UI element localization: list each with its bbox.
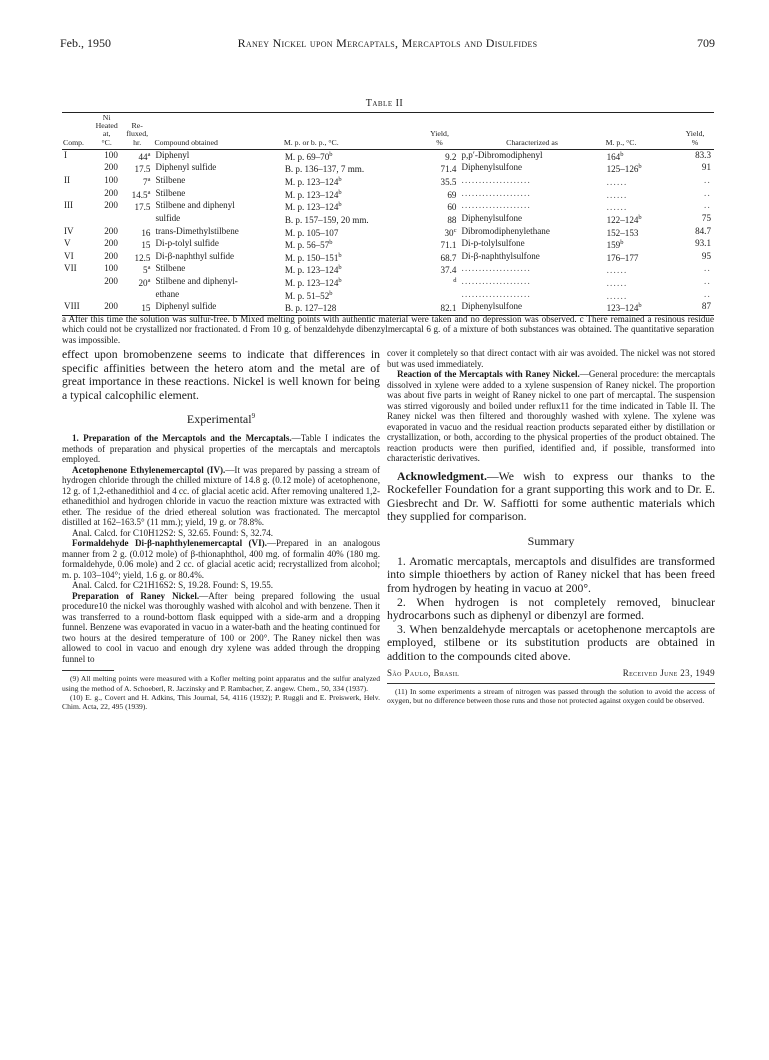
signature-line bbox=[387, 668, 715, 678]
table-row bbox=[62, 149, 714, 162]
cell-comp bbox=[62, 188, 92, 201]
cell-comp bbox=[62, 289, 92, 302]
cell-yield2: .. bbox=[704, 200, 711, 211]
cell-mp: B. p. 157–159, 20 mm. bbox=[284, 214, 369, 225]
cell-comp: III bbox=[64, 200, 74, 211]
cell-mp2: 123–124$^b$ bbox=[605, 301, 677, 315]
col-comp: Comp. bbox=[62, 113, 92, 150]
cell-temp: 200 bbox=[104, 187, 118, 198]
col-characterized: Characterized as bbox=[459, 113, 604, 150]
cell-yield: 88 bbox=[447, 214, 457, 225]
cell-characterized: .................... bbox=[461, 276, 531, 287]
cell-yield: 69 bbox=[447, 189, 457, 200]
cell-mp2: ...... bbox=[606, 177, 628, 188]
acknowledgment-paragraph: Acknowledgment.—We wish to express our thanks to the Rockefeller Foundation for a grant supporting this work and to Dr. E. Giesbrecht and Dr. W. Saffiotti for some authentic materials which they supplied for comparison. bbox=[387, 469, 715, 524]
cell-refluxed: 17.5 bbox=[134, 164, 151, 175]
cell-comp bbox=[62, 213, 92, 226]
cell-temp: 100 bbox=[104, 263, 118, 274]
cell-characterized: .................... bbox=[461, 288, 531, 299]
cell-yield: 9.2 bbox=[445, 151, 457, 162]
summary-heading: Summary bbox=[527, 533, 575, 548]
cell-compound: trans-Dimethylstilbene bbox=[155, 225, 239, 236]
cell-comp: VI bbox=[64, 250, 74, 261]
cell-yield2: .. bbox=[704, 175, 711, 186]
col-refluxed: Re- fluxed, hr. bbox=[121, 113, 154, 150]
cell-refluxed: 5$^a$ bbox=[143, 264, 151, 276]
cell-mp2: 159$^b$ bbox=[606, 239, 624, 251]
cell-comp: VII bbox=[64, 263, 77, 274]
table-row bbox=[62, 200, 714, 213]
cell-yield: 82.1 bbox=[420, 301, 460, 315]
cell-yield2: 83.3 bbox=[695, 149, 711, 160]
cell-characterized: Di-β-naphthylsulfone bbox=[461, 250, 540, 261]
cell-compound: Stilbene and diphenyl bbox=[155, 200, 235, 211]
cell-refluxed: 7$^a$ bbox=[143, 176, 151, 188]
cell-refluxed: 14.5$^a$ bbox=[131, 188, 151, 200]
col-mp2: M. p., °C. bbox=[605, 113, 677, 150]
table-footnotes bbox=[62, 314, 714, 345]
cell-refluxed bbox=[121, 289, 154, 302]
cell-yield: 30$^c$ bbox=[444, 226, 457, 238]
table-body bbox=[62, 149, 714, 315]
cell-refluxed: 16 bbox=[141, 227, 151, 238]
table-row bbox=[62, 251, 714, 264]
cell-temp: 200 bbox=[104, 276, 118, 287]
cell-mp: M. p. 105–107 bbox=[284, 227, 339, 238]
cell-mp: M. p. 123–124$^b$ bbox=[284, 277, 342, 289]
header-title: Raney Nickel upon Mercaptals, Mercaptols and Disulfides bbox=[237, 36, 538, 50]
cell-yield2: .. bbox=[704, 276, 711, 287]
right-paragraph-2: Reaction of the Mercaptals with Raney Nickel.—General procedure: the mercaptals dissolved in xylene were added to a xylene suspension of Raney nickel. The proportion was about five parts in weight of Raney nickel to one part of mercaptal. The suspension was stirred vigorously and boiled under reflux11 for the time indicated in Table II. The Raney nickel was then filtered and thoroughly washed with xylene. The xylene was evaporated in vacuo and the residual reaction products separated either by distillation or crystallization, or both, according to the physical properties of the product obtained. The reaction products were then purified, identified and, if possible, transformed into characteristic derivatives. bbox=[387, 369, 715, 463]
cell-comp bbox=[62, 162, 92, 175]
right-column bbox=[387, 348, 715, 705]
cell-yield2: 87 bbox=[676, 301, 714, 315]
cell-refluxed: 17.5 bbox=[134, 202, 151, 213]
cell-mp2: ...... bbox=[606, 265, 628, 276]
table-row bbox=[62, 188, 714, 201]
table-row bbox=[62, 263, 714, 276]
cell-yield2: 84.7 bbox=[695, 225, 711, 236]
cell-characterized: Dibromodiphenylethane bbox=[461, 225, 550, 236]
cell-characterized: .................... bbox=[461, 200, 531, 211]
cell-compound: Diphenyl sulfide bbox=[155, 162, 217, 173]
cell-comp bbox=[62, 276, 92, 289]
cell-yield2: 95 bbox=[701, 250, 711, 261]
left-column bbox=[62, 348, 380, 712]
cell-temp: 200 bbox=[92, 301, 120, 315]
col-compound: Compound obtained bbox=[153, 113, 282, 150]
cell-yield2: 93.1 bbox=[695, 238, 711, 249]
table-row bbox=[62, 175, 714, 188]
cell-yield2: .. bbox=[704, 187, 711, 198]
cell-characterized: Diphenylsulfone bbox=[461, 212, 523, 223]
cell-yield: 60 bbox=[447, 202, 457, 213]
exp-paragraph-1: 1. Preparation of the Mercaptols and the Mercaptals.—Table I indicates the methods of preparation and physical properties of the mercaptals and mercaptols employed. bbox=[62, 433, 380, 465]
cell-temp: 200 bbox=[104, 238, 118, 249]
cell-mp2: 176–177 bbox=[606, 252, 639, 263]
cell-comp: V bbox=[64, 238, 71, 249]
table-header-row bbox=[62, 113, 714, 150]
table-row bbox=[62, 213, 714, 226]
cell-compound: Stilbene bbox=[155, 187, 186, 198]
cell-mp: M. p. 69–70$^b$ bbox=[284, 150, 333, 162]
cell-mp2: ...... bbox=[606, 202, 628, 213]
received-date: Received June 23, 1949 bbox=[622, 667, 715, 678]
anal-line-1: Anal. Calcd. for C10H12S2: S, 32.65. Found: S, 32.74. bbox=[72, 527, 274, 538]
cell-temp: 100 bbox=[104, 175, 118, 186]
exp-paragraph-4: Preparation of Raney Nickel.—After being prepared following the usual procedure10 the nickel was thoroughly washed with alcohol and with benzene. Then it was transferred to a round-bottom flask equipped with a side-arm and a dropping funnel. Benzene was evaporated in vacuo in a water-bath and the heating continued for two hours at the desired temperature of 100 or 200°. The Raney nickel then was allowed to cool in vacuo and enough dry xylene was added through the dropping funnel to bbox=[62, 590, 381, 664]
anal-line-2: Anal. Calcd. for C21H16S2: S, 19.28. Found: S, 19.55. bbox=[72, 580, 274, 591]
cell-yield: 37.4 bbox=[440, 265, 457, 276]
summary-point-1: 1. Aromatic mercaptals, mercaptols and disulfides are transformed into simple thioethers by action of Raney nickel that has been freed from hydrogen by heating in vacuo at 200°. bbox=[387, 554, 715, 596]
footnote-9: (9) All melting points were measured with a Kofler melting point apparatus and the sulfur analyzed using the method of A. Schoeberl, R. Jaczinsky and P. Rambacher, Z. angew. Chem., 50, 334 (1937). bbox=[62, 674, 380, 693]
cell-yield2: 75 bbox=[701, 212, 711, 223]
cell-mp2: 122–124$^b$ bbox=[606, 213, 642, 225]
cell-comp: I bbox=[64, 149, 68, 160]
cell-characterized: p,p′-Dibromodiphenyl bbox=[461, 149, 543, 160]
table-footnote-text: a After this time the solution was sulfur-free. b Mixed melting points with authentic material were taken and no depression was observed. c There remained a resinous residue which could not be crystallized nor fractionated. d From 10 g. of benzaldehyde dibenzylmercaptal 6 g. of a mixture of both substances was obtained. The quantitative separation was impossible. bbox=[62, 314, 714, 345]
cell-compound: Stilbene bbox=[155, 175, 186, 186]
cell-temp bbox=[92, 289, 120, 302]
footnote-divider-right bbox=[387, 683, 715, 684]
col-mp: M. p. or b. p., °C. bbox=[283, 113, 420, 150]
cell-characterized: Di-p-tolylsulfone bbox=[461, 238, 525, 249]
cell-mp2: 125–126$^b$ bbox=[606, 163, 642, 175]
cell-compound: ethane bbox=[155, 288, 180, 299]
col-yield2: Yield, % bbox=[676, 113, 714, 150]
table-row bbox=[62, 276, 714, 289]
table-ii bbox=[62, 112, 714, 316]
cell-characterized: Diphenylsulfone bbox=[459, 301, 604, 315]
cell-temp: 200 bbox=[104, 250, 118, 261]
table-row bbox=[62, 238, 714, 251]
cell-yield2: 91 bbox=[701, 162, 711, 173]
footnote-divider bbox=[62, 670, 114, 671]
cell-temp: 200 bbox=[104, 162, 118, 173]
table-caption: Table II bbox=[365, 98, 404, 109]
cell-comp: VIII bbox=[62, 301, 92, 315]
cell-yield: d bbox=[453, 277, 457, 285]
right-paragraph-1: cover it completely so that direct contact with air was avoided. The nickel was not stored but was used immediately. bbox=[387, 348, 715, 369]
footnote-11: (11) In some experiments a stream of nitrogen was passed through the solution to avoid the access of oxygen, but no difference between those runs and those not protected against oxygen could be observed. bbox=[387, 686, 715, 705]
cell-yield: 68.7 bbox=[440, 252, 457, 263]
cell-mp: M. p. 123–124$^b$ bbox=[284, 188, 342, 200]
running-header bbox=[60, 36, 715, 52]
page-number: 709 bbox=[697, 36, 715, 50]
exp-paragraph-3: Formaldehyde Di-β-naphthylenemercaptal (VI).—Prepared in an analogous manner from 2 g. (0.012 mole) of β-thionaphthol, 400 mg. of formalin 40% (180 mg. formaldehyde, 0.06 mole) and 2 cc. of glacial acetic acid; recrystallized from alcohol; m. p. 103–104°; yield, 1.6 g. or 80.4%. bbox=[62, 538, 380, 580]
cell-mp: B. p. 136–137, 7 mm. bbox=[284, 164, 365, 175]
cell-characterized: .................... bbox=[461, 263, 531, 274]
cell-yield: 71.4 bbox=[440, 164, 457, 175]
cell-mp: M. p. 123–124$^b$ bbox=[284, 201, 342, 213]
cell-refluxed: 15 bbox=[141, 240, 151, 251]
place: São Paulo, Brasil bbox=[387, 667, 460, 678]
cell-compound: Stilbene bbox=[155, 263, 186, 274]
cell-mp: M. p. 56–57$^b$ bbox=[284, 239, 333, 251]
cell-compound: sulfide bbox=[155, 212, 181, 223]
cell-mp: M. p. 150–151$^b$ bbox=[284, 251, 342, 263]
cell-refluxed: 15 bbox=[121, 301, 154, 315]
exp-paragraph-2: Acetophenone Ethylenemercaptol (IV).—It was prepared by passing a stream of hydrogen chloride through the chilled mixture of 14.8 g. (0.12 mole) of acetophenone, 12 g. of 1,2-ethanedithiol and 4 cc. of glacial acetic acid. After removing unaltered 1,2-ethanedithiol and hydrogen chloride in vacuo the reaction mixture was extracted with ether. The residue of the dried ethereal solution was fractionated. The mercaptol distilled at 162–163.5° (11 mm.); yield, 19 g. or 78.8%. bbox=[62, 464, 380, 528]
footnote-10: (10) E. g., Covert and H. Adkins, This Journal, 54, 4116 (1932); P. Ruggli and E. Preiswerk, Helv. Chim. Acta, 22, 495 (1939). bbox=[62, 692, 380, 712]
cell-yield: 35.5 bbox=[440, 177, 457, 188]
cell-mp2: ...... bbox=[606, 189, 628, 200]
cell-mp: M. p. 123–124$^b$ bbox=[284, 264, 342, 276]
cell-refluxed: 20$^a$ bbox=[138, 277, 151, 289]
cell-mp2: ...... bbox=[606, 278, 628, 289]
cell-temp: 200 bbox=[104, 200, 118, 211]
cell-characterized: .................... bbox=[461, 187, 531, 198]
cell-refluxed bbox=[121, 213, 154, 226]
cell-yield: 71.1 bbox=[440, 240, 457, 251]
cell-temp bbox=[92, 213, 120, 226]
table-row bbox=[62, 226, 714, 239]
col-yield: Yield, % bbox=[420, 113, 460, 150]
cell-mp2: 152–153 bbox=[606, 227, 639, 238]
cell-mp2: ...... bbox=[606, 290, 628, 301]
summary-point-2: 2. When hydrogen is not completely removed, binuclear hydrocarbons such as diphenyl or dibenzyl are formed. bbox=[387, 595, 715, 623]
cell-yield bbox=[420, 289, 460, 302]
intro-paragraph: effect upon bromobenzene seems to indicate that differences in specific affinities between the hetero atom and the metal are of great importance in these reactions. Nickel is well known for being a typical calcophilic element. bbox=[62, 348, 380, 402]
cell-compound: Di-β-naphthyl sulfide bbox=[155, 250, 235, 261]
cell-yield2: .. bbox=[704, 263, 711, 274]
cell-comp: II bbox=[64, 175, 71, 186]
cell-mp: M. p. 123–124$^b$ bbox=[284, 176, 342, 188]
cell-yield2: .. bbox=[704, 288, 711, 299]
cell-comp: IV bbox=[64, 225, 74, 236]
cell-compound: Diphenyl bbox=[155, 149, 190, 160]
header-date: Feb., 1950 bbox=[60, 36, 111, 50]
cell-compound: Stilbene and diphenyl- bbox=[155, 276, 238, 287]
cell-temp: 100 bbox=[104, 149, 118, 160]
experimental-heading: Experimental$^9$ bbox=[186, 412, 256, 427]
cell-refluxed: 12.5 bbox=[134, 252, 151, 263]
cell-mp2: 164$^b$ bbox=[606, 150, 624, 162]
cell-temp: 200 bbox=[104, 225, 118, 236]
cell-characterized: Diphenylsulfone bbox=[461, 162, 523, 173]
cell-characterized: .................... bbox=[461, 175, 531, 186]
cell-refluxed: 44$^a$ bbox=[138, 150, 151, 162]
cell-mp: B. p. 127–128 bbox=[283, 301, 420, 315]
cell-compound: Diphenyl sulfide bbox=[153, 301, 282, 315]
summary-point-3: 3. When benzaldehyde mercaptals or acetophenone mercaptols are employed, stilbene or its substitution products are obtained in addition to the compounds cited above. bbox=[387, 622, 715, 664]
col-heated-at: Ni Heated at, °C. bbox=[92, 113, 120, 150]
cell-mp: M. p. 51–52$^b$ bbox=[284, 289, 333, 301]
table-row bbox=[62, 162, 714, 175]
table-row bbox=[62, 289, 714, 302]
cell-compound: Di-p-tolyl sulfide bbox=[155, 238, 219, 249]
